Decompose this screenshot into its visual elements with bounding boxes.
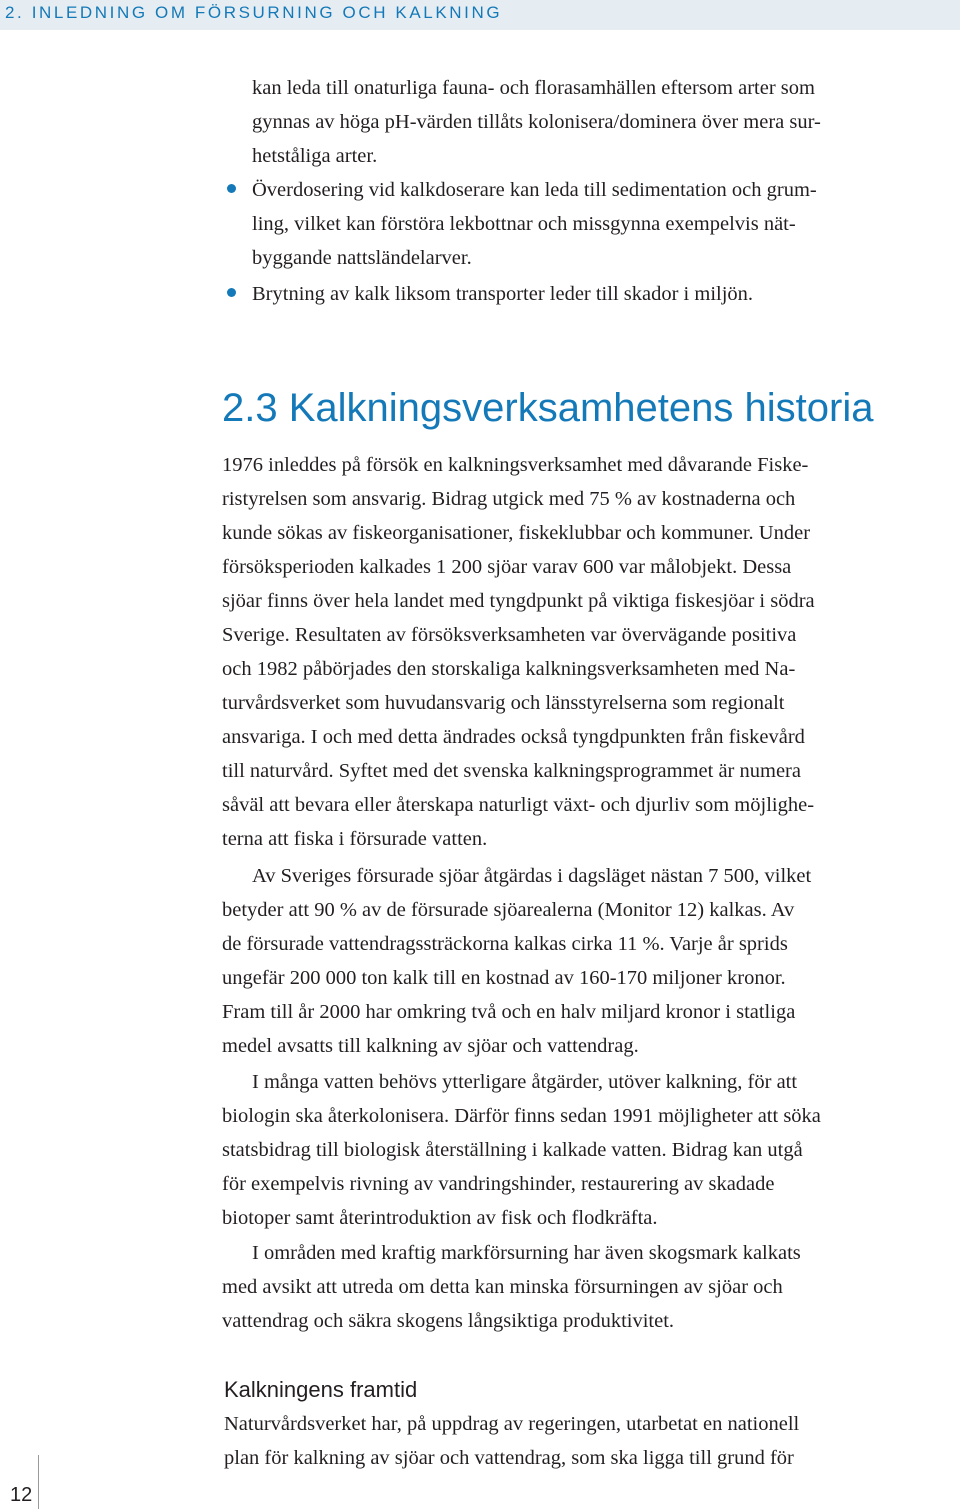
section-heading: 2.3 Kalkningsverksamhetens historia xyxy=(222,386,874,430)
subsection-heading: Kalkningens framtid xyxy=(224,1377,418,1402)
paragraph-line: statsbidrag till biologisk återställning i kalkade vatten. Bidrag kan utgå xyxy=(222,1139,803,1161)
paragraph-line: plan för kalkning av sjöar och vattendrag, som ska ligga till grund för xyxy=(224,1447,794,1469)
paragraph-line: I områden med kraftig markförsurning har även skogsmark kalkats xyxy=(252,1242,801,1264)
page-margin-rule xyxy=(38,1455,39,1509)
paragraph-line: de försurade vattendragssträckorna kalkas cirka 11 %. Varje år sprids xyxy=(222,933,788,955)
bullet-dot-icon xyxy=(227,184,236,193)
paragraph-line: ungefär 200 000 ton kalk till en kostnad av 160-170 miljoner kronor. xyxy=(222,967,786,989)
paragraph-line: biologin ska återkolonisera. Därför finns sedan 1991 möjligheter att söka xyxy=(222,1105,821,1127)
paragraph-line: med avsikt att utreda om detta kan minska försurningen av sjöar och xyxy=(222,1276,783,1298)
paragraph-line: kunde sökas av fiskeorganisationer, fiskeklubbar och kommuner. Under xyxy=(222,522,811,544)
paragraph-line: ansvariga. I och med detta ändrades också tyngdpunkten från fiskevård xyxy=(222,726,805,748)
bullet-continuation-line: hetståliga arter. xyxy=(252,145,378,167)
paragraph-line: såväl att bevara eller återskapa naturligt växt- och djurliv som möjlighe- xyxy=(222,794,815,816)
paragraph-line: turvårdsverket som huvudansvarig och länsstyrelserna som regionalt xyxy=(222,692,785,714)
paragraph-line: för exempelvis rivning av vandringshinder, restaurering av skadade xyxy=(222,1173,775,1195)
chapter-title: 2. INLEDNING OM FÖRSURNING OCH KALKNING xyxy=(5,3,503,22)
paragraph-line: betyder att 90 % av de försurade sjöarealerna (Monitor 12) kalkas. Av xyxy=(222,899,795,921)
paragraph-line: till naturvård. Syftet med det svenska kalkningsprogrammet är numera xyxy=(222,760,801,782)
paragraph-line: Sverige. Resultaten av försöksverksamheten var övervägande positiva xyxy=(222,624,797,646)
bullet-dot-icon xyxy=(227,288,236,297)
page-number: 12 xyxy=(10,1484,33,1506)
paragraph-line: ristyrelsen som ansvarig. Bidrag utgick med 75 % av kostnaderna och xyxy=(222,488,796,510)
bullet-continuation-line: kan leda till onaturliga fauna- och florasamhällen eftersom arter som xyxy=(252,77,815,99)
bullet-continuation-line: gynnas av höga pH-värden tillåts kolonisera/dominera över mera sur- xyxy=(252,111,821,133)
paragraph-line: Naturvårdsverket har, på uppdrag av regeringen, utarbetat en nationell xyxy=(224,1413,800,1435)
bullet-item-line: ling, vilket kan förstöra lekbottnar och missgynna exempelvis nät- xyxy=(252,213,796,235)
paragraph-line: sjöar finns över hela landet med tyngdpunkt på viktiga fiskesjöar i södra xyxy=(222,590,815,612)
paragraph-line: medel avsatts till kalkning av sjöar och vattendrag. xyxy=(222,1035,639,1057)
paragraph-line: biotoper samt återintroduktion av fisk och flodkräfta. xyxy=(222,1207,658,1229)
paragraph-line: Fram till år 2000 har omkring två och en halv miljard kronor i statliga xyxy=(222,1001,796,1023)
paragraph-line: terna att fiska i försurade vatten. xyxy=(222,828,488,850)
paragraph-line: Av Sveriges försurade sjöar åtgärdas i dagsläget nästan 7 500, vilket xyxy=(252,865,812,887)
paragraph-line: I många vatten behövs ytterligare åtgärder, utöver kalkning, för att xyxy=(252,1071,798,1093)
paragraph-line: vattendrag och säkra skogens långsiktiga produktivitet. xyxy=(222,1310,675,1332)
paragraph-line: försöksperioden kalkades 1 200 sjöar varav 600 var målobjekt. Dessa xyxy=(222,556,792,578)
chapter-header-bar xyxy=(0,0,960,30)
paragraph-line: 1976 inleddes på försök en kalkningsverksamhet med dåvarande Fiske- xyxy=(222,454,809,476)
bullet-item-line: Överdosering vid kalkdoserare kan leda till sedimentation och grum- xyxy=(252,179,817,201)
paragraph-line: och 1982 påbörjades den storskaliga kalkningsverksamheten med Na- xyxy=(222,658,796,680)
bullet-item-line: byggande nattsländelarver. xyxy=(252,247,472,269)
bullet-item-line: Brytning av kalk liksom transporter leder till skador i miljön. xyxy=(252,283,754,305)
